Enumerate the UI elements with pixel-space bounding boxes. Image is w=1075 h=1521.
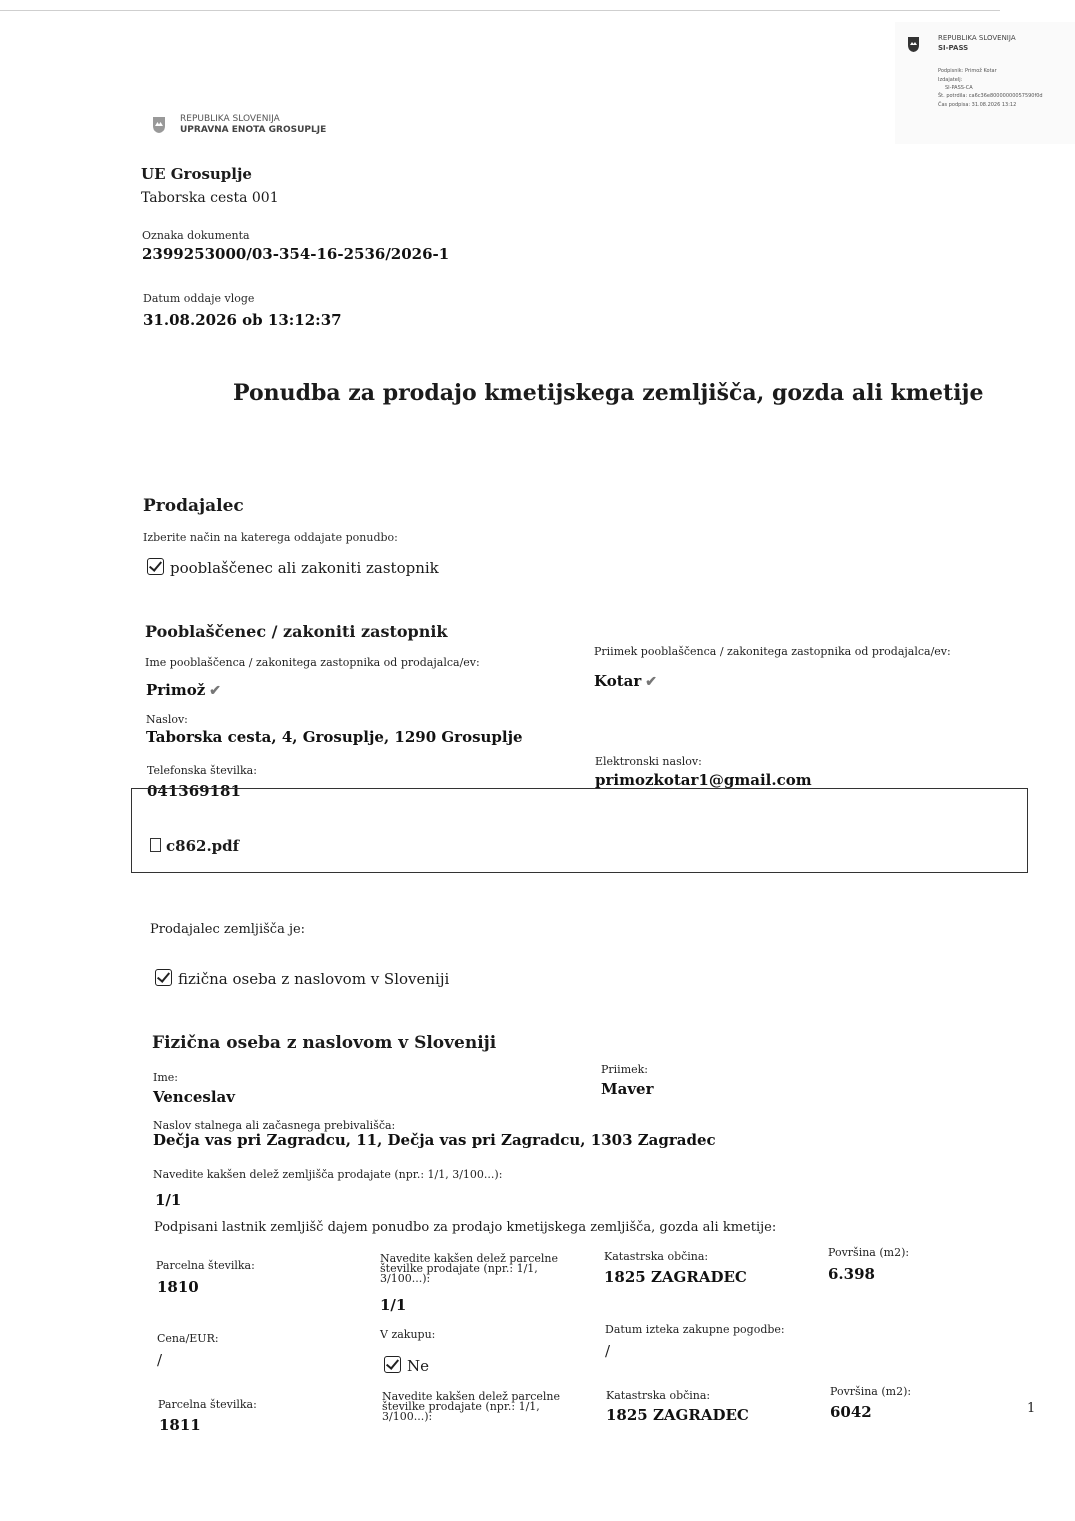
price-label: Cena/EUR: [157,1332,219,1345]
office-address: Taborska cesta 001 [141,190,279,206]
area-label: Površina (m2): [830,1385,912,1398]
doc-label: Oznaka dokumenta [142,229,250,242]
agent-phone: 041369181 [147,782,241,800]
municipality: 1825 ZAGRADEC [606,1406,749,1424]
parcel-share: 1/1 [380,1296,407,1314]
page-title: Ponudba za prodajo kmetijskega zemljišča, gozda ali kmetije [233,380,984,406]
attachment-box [131,788,1028,873]
agent-first-name: Primož [146,681,206,699]
area: 6.398 [828,1265,875,1283]
person-first-name-label: Ime: [153,1071,178,1084]
doc-number: 2399253000/03-354-16-2536/2026-1 [142,245,450,263]
lease-end: / [605,1342,611,1360]
person-share-label: Navedite kakšen delež zemljišča prodajate (npr.: 1/1, 3/100...): [153,1168,503,1181]
lease-option [384,1356,429,1375]
stamp-detail: Čas podpisa: 31.08.2026 13:12 [938,102,1017,108]
area: 6042 [830,1403,872,1421]
parcel-share-label: Navedite kakšen delež parcelne številke prodajate (npr.: 1/1, 3/100...): [382,1390,561,1423]
method-option [147,558,439,577]
agent-last-name-label: Priimek pooblaščenca / zakonitega zastopnika od prodajalca/ev: [594,645,951,658]
person-last-name-label: Priimek: [601,1063,649,1076]
coat-of-arms-icon [152,116,166,134]
checkbox-checked-icon [384,1356,401,1373]
person-heading: Fizična oseba z naslovom v Sloveniji [152,1033,497,1053]
agent-first-name-label: Ime pooblaščenca / zakonitega zastopnika od prodajalca/ev: [145,656,480,669]
agent-heading: Pooblaščenec / zakoniti zastopnik [145,622,448,641]
parcel-share-label: Navedite kakšen delež parcelne številke prodajate (npr.: 1/1, 3/100...): [380,1252,559,1285]
parcel-label: Parcelna številka: [156,1259,255,1272]
person-share: 1/1 [155,1191,182,1209]
offer-statement: Podpisani lastnik zemljišč dajem ponudbo za prodajo kmetijskega zemljišča, gozda ali kmetije: [154,1220,777,1235]
office-name: UE Grosuplje [141,165,252,183]
municipality: 1825 ZAGRADEC [604,1268,747,1286]
municipality-label: Katastrska občina: [604,1250,709,1263]
checkbox-checked-icon [155,969,172,986]
stamp-detail: Št. potrdila: ca6c36e80000000057590f0d [938,93,1043,99]
e-signature-stamp [895,22,1075,144]
person-address: Dečja vas pri Zagradcu, 11, Dečja vas pri Zagradcu, 1303 Zagradec [153,1131,716,1149]
seller-type-value: fizična oseba z naslovom v Sloveniji [178,970,450,988]
page-number: 1 [1027,1401,1036,1416]
stamp-line1: REPUBLIKA SLOVENIJA [938,34,1016,42]
date-label: Datum oddaje vloge [143,292,255,305]
agent-address: Taborska cesta, 4, Grosuplje, 1290 Grosuplje [146,728,523,746]
lease-value: Ne [407,1357,430,1375]
checkbox-checked-icon [147,558,164,575]
header-republic: REPUBLIKA SLOVENIJA [180,114,280,124]
person-first-name: Venceslav [153,1088,235,1106]
parcel-number: 1810 [157,1278,199,1296]
seller-heading: Prodajalec [143,496,244,516]
attachment-name: c862.pdf [166,837,240,855]
stamp-line2: SI-PASS [938,44,969,52]
price: / [157,1351,163,1369]
agent-phone-label: Telefonska številka: [147,764,257,777]
seller-type-label: Prodajalec zemljišča je: [150,922,306,937]
agent-first-name-row [146,681,221,699]
parcel-number: 1811 [159,1416,201,1434]
municipality-label: Katastrska občina: [606,1389,711,1402]
lease-label: V zakupu: [380,1328,436,1341]
agent-address-label: Naslov: [146,713,188,726]
lease-end-label: Datum izteka zakupne pogodbe: [605,1323,785,1336]
person-last-name: Maver [601,1080,654,1098]
method-label: Izberite način na katerega oddajate ponudbo: [143,531,398,544]
attachment-link[interactable] [150,837,239,855]
stamp-detail: SI-PASS-CA [945,85,973,91]
agent-email-label: Elektronski naslov: [595,755,702,768]
agent-last-name: Kotar [594,672,642,690]
stamp-detail: Izdajatelj: [938,77,963,83]
header-unit: UPRAVNA ENOTA GROSUPLJE [180,125,327,135]
parcel-label: Parcelna številka: [158,1398,257,1411]
file-icon [150,838,161,852]
scan-edge-line [0,10,1000,11]
agent-email: primozkotar1@gmail.com [595,771,812,789]
checkmark-icon: ✔ [645,674,657,690]
checkmark-icon: ✔ [209,683,222,699]
stamp-detail: Podpisnik: Primož Kotar [938,68,997,74]
date-value: 31.08.2026 ob 13:12:37 [143,311,342,329]
seller-type-option [155,969,449,988]
area-label: Površina (m2): [828,1246,910,1259]
person-address-label: Naslov stalnega ali začasnega prebivališča: [153,1119,396,1132]
method-value: pooblaščenec ali zakoniti zastopnik [170,559,439,577]
coat-of-arms-icon [907,36,920,53]
agent-last-name-row [594,672,657,690]
